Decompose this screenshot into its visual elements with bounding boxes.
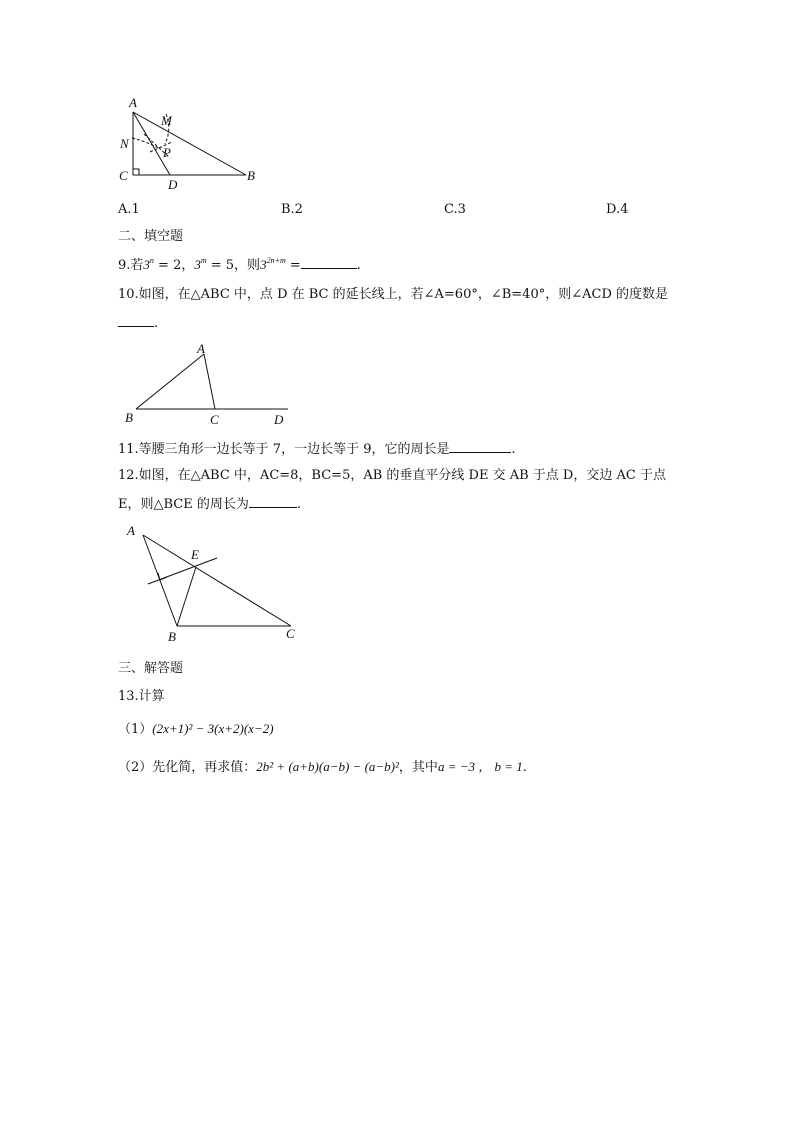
figure-1 xyxy=(110,94,270,194)
fig1-label-p: P xyxy=(163,145,171,160)
option-a: A.1 xyxy=(118,202,140,217)
option-b: B.2 xyxy=(281,202,303,217)
section-title-solve: 三、解答题 xyxy=(118,661,184,676)
fig3-label-a: A xyxy=(127,523,135,538)
fig2-label-b: B xyxy=(125,410,133,425)
figure-3 xyxy=(118,518,318,648)
answer-blank xyxy=(301,256,357,269)
question-13-title: 13.计算 xyxy=(118,689,165,704)
fig2-label-a: A xyxy=(197,341,205,356)
question-10-blank: . xyxy=(118,314,158,333)
question-13-part-2: （2）先化简，再求值：2b² + (a+b)(a−b) − (a−b)²，其中a = −3 ， b = 1. xyxy=(118,759,527,775)
answer-blank xyxy=(249,495,297,508)
option-d: D.4 xyxy=(606,202,629,217)
answer-blank xyxy=(449,440,511,453)
fig2-label-c: C xyxy=(210,412,219,427)
fig1-label-c: C xyxy=(119,168,128,183)
option-c: C.3 xyxy=(444,202,466,217)
question-12-line2: E，则△BCE 的周长为 . xyxy=(118,497,301,512)
fig2-label-d: D xyxy=(274,412,284,427)
question-13-part-1: （1）(2x+1)² − 3(x+2)(x−2) xyxy=(118,721,274,737)
figure-2 xyxy=(118,338,298,430)
fig3-label-b: B xyxy=(168,629,176,644)
question-10: 10.如图，在△ABC 中，点 D 在 BC 的延长线上，若∠A=60°，∠B=40°，则∠ACD 的度数是 xyxy=(118,287,669,302)
answer-blank xyxy=(118,314,154,327)
fig1-label-m: M xyxy=(161,113,172,128)
fig1-label-a: A xyxy=(129,95,137,110)
question-11: 11.等腰三角形一边长等于 7，一边长等于 9，它的周长是 . xyxy=(118,442,516,457)
question-12: 12.如图，在△ABC 中，AC=8，BC=5，AB 的垂直平分线 DE 交 AB 于点 D，交边 AC 于点 xyxy=(118,468,666,483)
section-title-fill-in: 二、填空题 xyxy=(118,229,184,244)
fig1-label-b: B xyxy=(247,168,255,183)
fig3-label-e: E xyxy=(191,547,199,562)
fig1-label-n: N xyxy=(120,136,129,151)
fig3-label-c: C xyxy=(286,626,295,641)
fig1-label-d: D xyxy=(168,177,178,192)
question-9: 9.若3$^n$ = 2，3$^m$ = 5，则$3^{2n+m}$ = . xyxy=(118,255,361,273)
